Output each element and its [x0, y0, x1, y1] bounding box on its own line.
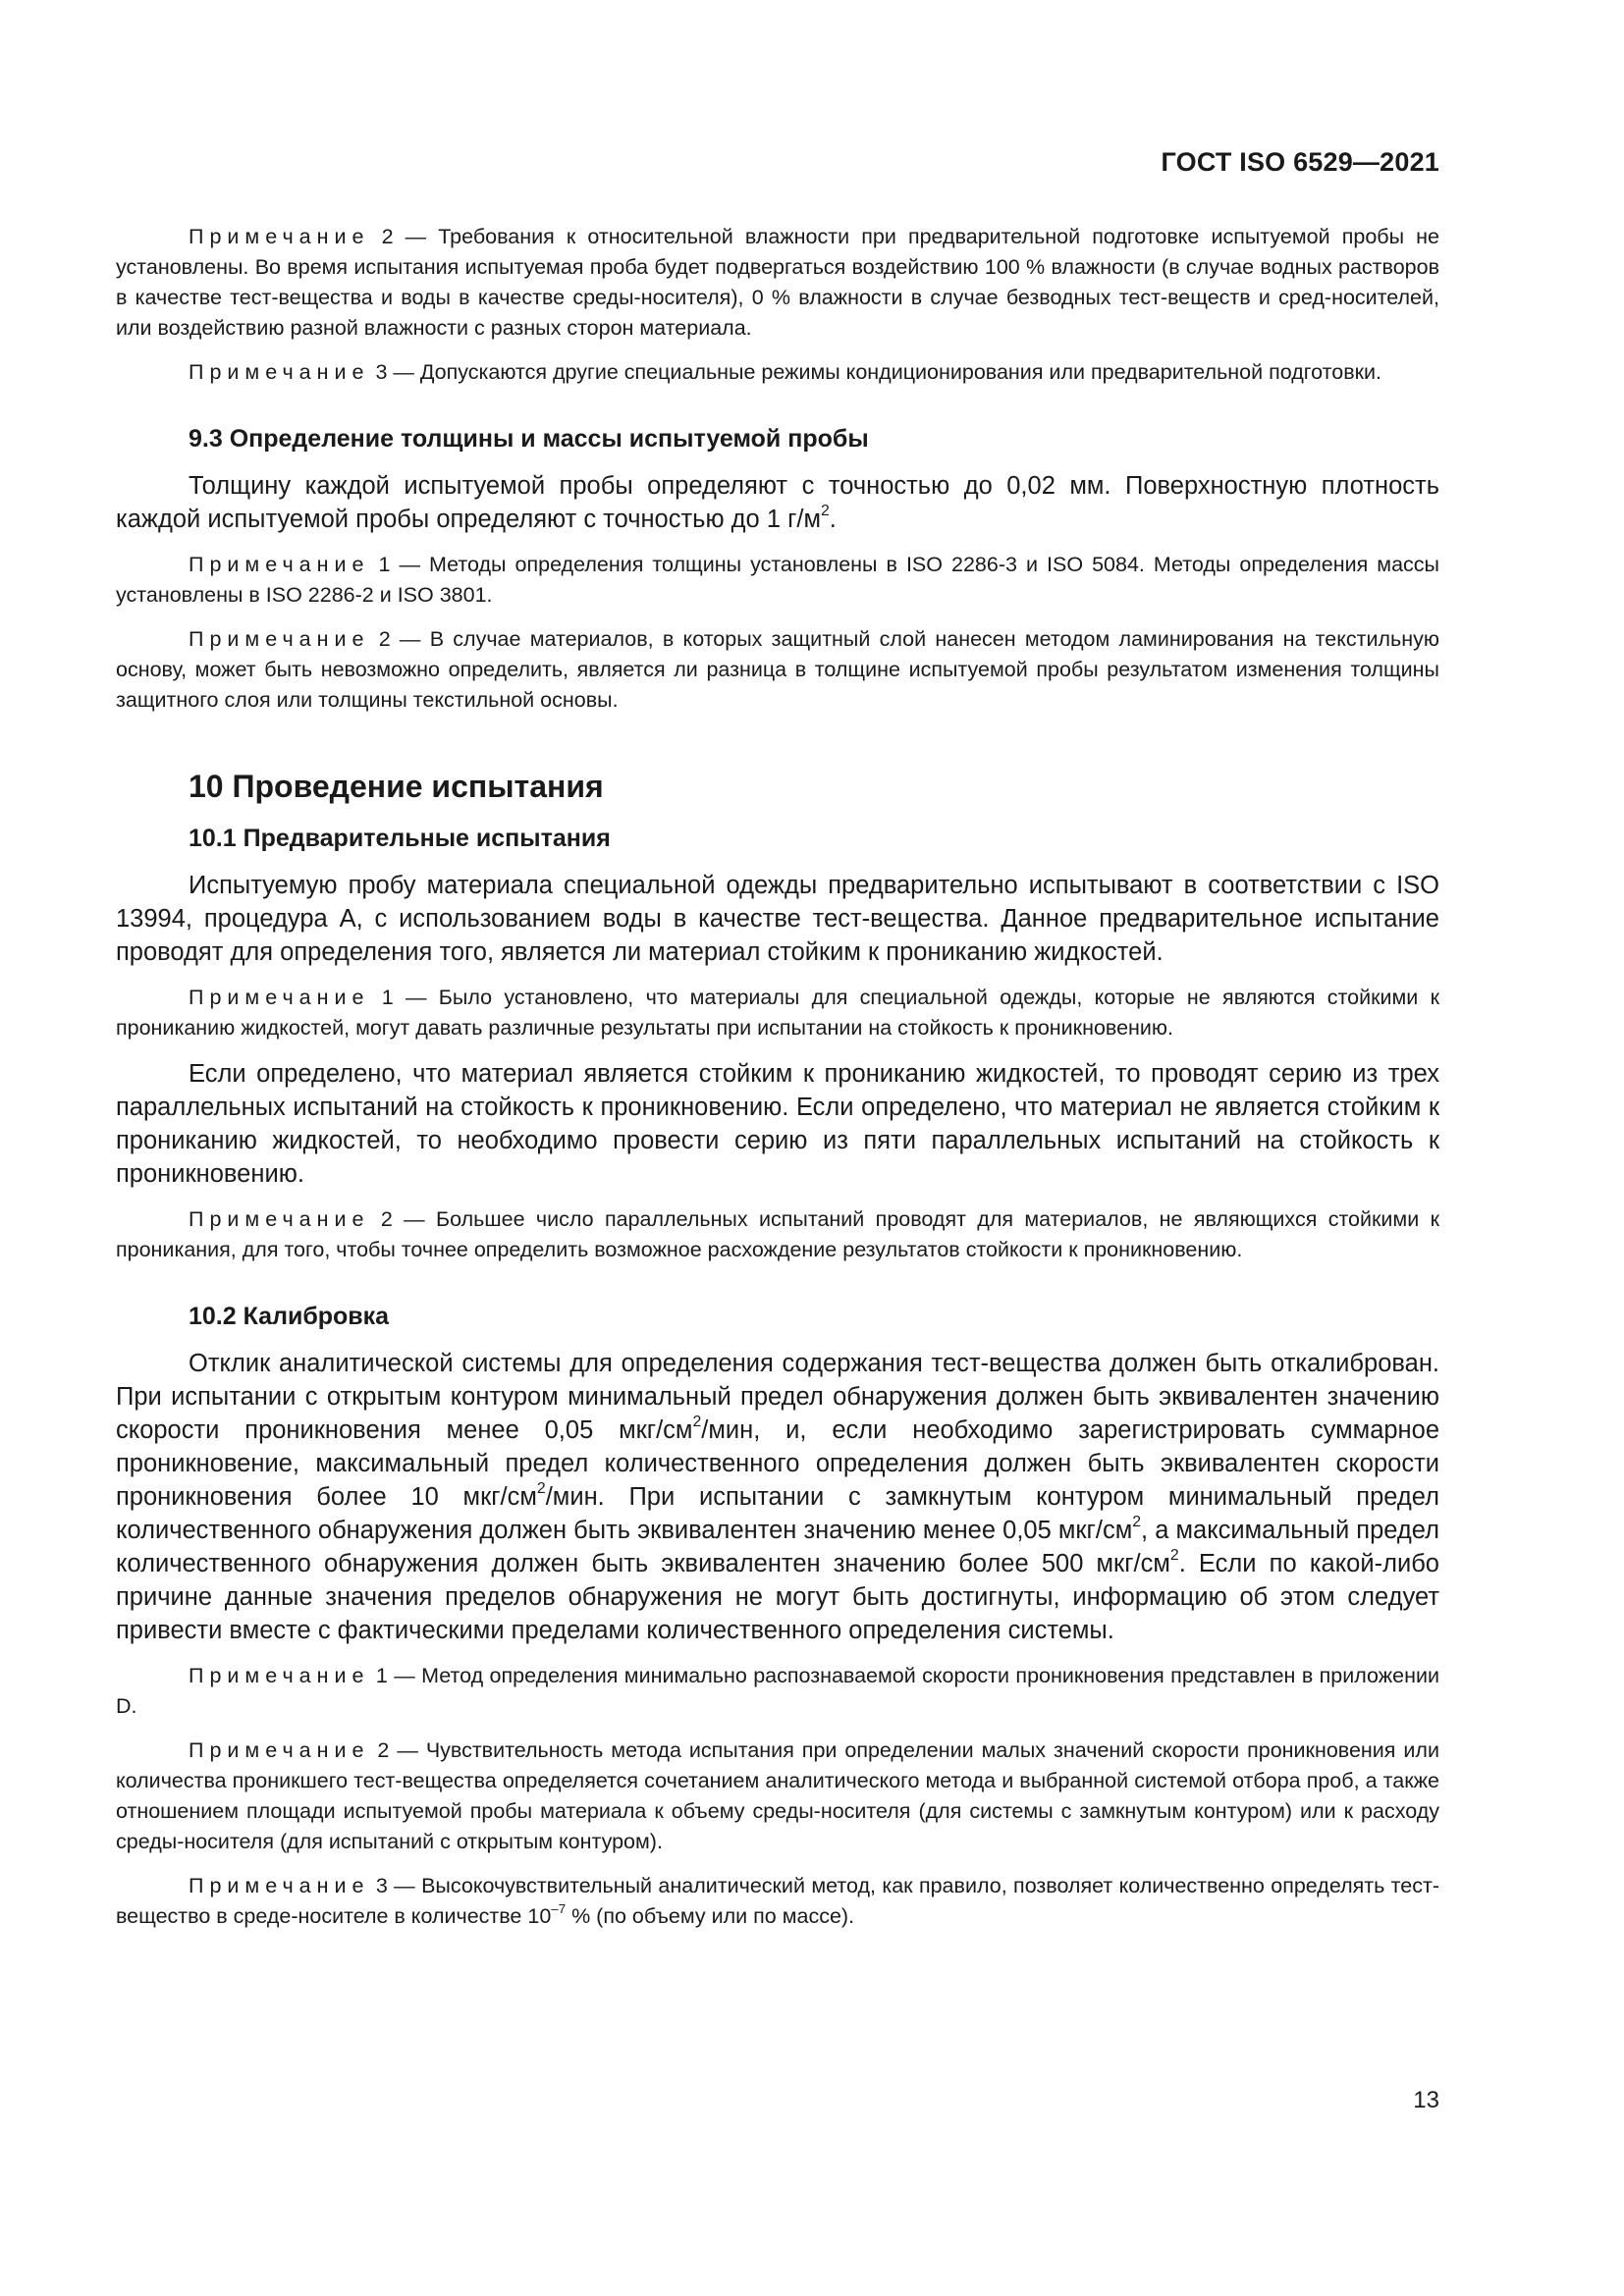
note-pretest-1 — [116, 983, 1439, 1043]
note-label: Примечание — [189, 225, 370, 248]
note-label: Примечание — [189, 1664, 370, 1687]
superscript: 2 — [692, 1414, 702, 1431]
standard-id-header: ГОСТ ISO 6529—2021 — [1161, 147, 1439, 177]
page-number: 13 — [1413, 2087, 1439, 2113]
paragraph-text: /мин, и, если необходимо зарегистрировать суммарное проникновение, максимальный предел количественного определения должен быть эквивалентен скорости проникновения более 10 мкг/см — [116, 1416, 1439, 1511]
note-label: Примечание — [189, 553, 370, 576]
note-text: Высокочувствительный аналитический метод, как правило, позволяет количественно определять тест-вещество в среде-носителе в количестве 10 — [116, 1874, 1440, 1928]
note-text: Большее число параллельных испытаний проводят для материалов, не являющихся стойкими к проникания, для того, чтобы точнее определить возможное расхождение результатов стойкости к проникновению. — [116, 1207, 1439, 1261]
note-label: Примечание — [189, 1738, 370, 1762]
superscript: 2 — [1169, 1547, 1179, 1565]
note-text: % (по объему или по массе). — [566, 1904, 855, 1928]
subsection-title-9-3: 9.3 Определение толщины и массы испытуемой пробы — [189, 425, 869, 453]
page-content — [116, 222, 1439, 1946]
note-laminated — [116, 624, 1439, 716]
note-label: Примечание — [189, 1874, 370, 1897]
paragraph-calibration — [116, 1347, 1439, 1647]
note-number: 2 — — [380, 1207, 425, 1231]
note-text: Допускаются другие специальные режимы кондиционирования или предварительной подготовки. — [419, 360, 1382, 384]
paragraph-text: . — [829, 506, 837, 533]
paragraph-text: /мин. При испытании с замкнутым контуром минимальный предел количественного обнаружения должен быть эквивалентен значению менее 0,05 мкг/см — [116, 1483, 1439, 1544]
superscript: 2 — [536, 1480, 546, 1498]
note-calibration-2 — [116, 1735, 1439, 1857]
note-number: 2 — — [378, 627, 421, 651]
note-text: В случае материалов, в которых защитный слой нанесен методом ламинирования на текстильную основу, может быть невозможно определить, является ли разница в толщине испытуемой пробы результатом изменения толщины защитного слоя или толщины текстильной основы. — [116, 627, 1439, 712]
note-text: Методы определения толщины установлены в ISO 2286-3 и ISO 5084. Методы определения массы установлены в ISO 2286-2 и ISO 3801. — [116, 553, 1439, 607]
section-title-10: 10 Проведение испытания — [189, 769, 604, 804]
note-number: 1 — — [378, 553, 420, 576]
paragraph-text: . Если по какой-либо причине данные значения пределов обнаружения не могут быть достигнуты, информацию об этом следует привести вместе с фактическими пределами количественного определения системы. — [116, 1550, 1439, 1644]
note-text: Требования к относительной влажности при предварительной подготовке испытуемой пробы не установлены. Во время испытания испытуемая проба будет подвергаться воздействию 100 % влажности (в случае водных растворов в качестве тест-вещества и воды в качестве среды-носителя), 0 % влажности в случае безводных тест-веществ и сред-носителей, или воздействию разной влажности с разных сторон материала. — [116, 225, 1439, 340]
note-label: Примечание — [189, 360, 370, 384]
note-number: 2 — — [377, 1738, 418, 1762]
note-label: Примечание — [189, 627, 370, 651]
note-calibration-3 — [116, 1871, 1439, 1932]
note-number: 2 — — [381, 225, 427, 248]
subsection-title-10-2: 10.2 Калибровка — [189, 1303, 390, 1330]
paragraph-text: Толщину каждой испытуемой пробы определяют с точностью до 0,02 мм. Поверхностную плотность каждой испытуемой пробы определяют с точностью до 1 г/м — [116, 472, 1439, 533]
note-text: Чувствительность метода испытания при определении малых значений скорости проникновения или количества проникшего тест-вещества определяется сочетанием аналитического метода и выбранной системой отбора проб, а также отношением площади испытуемой пробы материала к объему среды-носителя (для системы с замкнутым контуром) или к расходу среды-носителя (для испытаний с открытым контуром). — [116, 1738, 1439, 1853]
superscript: –7 — [551, 1900, 567, 1916]
paragraph-pretest: Испытуемую пробу материала специальной одежды предварительно испытывают в соответствии с ISO 13994, процедура A, с использованием воды в качестве тест-вещества. Данное предварительное испытание проводят для определения того, является ли материал стойким к прониканию жидкостей. — [116, 872, 1439, 966]
subsection-title-10-1: 10.1 Предварительные испытания — [189, 825, 611, 852]
note-number: 1 — — [381, 986, 427, 1009]
paragraph-text: Отклик аналитической системы для определения содержания тест-вещества должен быть откалиброван. При испытании с открытым контуром минимальный предел обнаружения должен быть эквивалентен значению скорости проникновения менее 0,05 мкг/см — [116, 1350, 1439, 1444]
note-label: Примечание — [189, 1207, 370, 1231]
note-calibration-1 — [116, 1661, 1439, 1722]
paragraph-thickness — [116, 469, 1439, 536]
note-humidity — [116, 222, 1439, 344]
paragraph-series: Если определено, что материал является стойким к прониканию жидкостей, то проводят серию из трех параллельных испытаний на стойкость к проникновению. Если определено, что материал не является стойким к прониканию жидкостей, то необходимо провести серию из пяти параллельных испытаний на стойкость к проникновению. — [116, 1060, 1439, 1188]
note-number: 3 — — [375, 360, 414, 384]
note-number: 3 — — [375, 1874, 415, 1897]
note-pretest-2 — [116, 1204, 1439, 1265]
superscript: 2 — [1132, 1514, 1142, 1531]
paragraph-text: , а максимальный предел количественного обнаружения должен быть эквивалентен значению более 500 мкг/см — [116, 1517, 1439, 1577]
superscript: 2 — [821, 503, 830, 520]
note-number: 1 — — [375, 1664, 415, 1687]
note-text: Метод определения минимально распознаваемой скорости проникновения представлен в приложении D. — [116, 1664, 1439, 1718]
note-methods — [116, 550, 1439, 611]
note-label: Примечание — [189, 986, 370, 1009]
note-text: Было установлено, что материалы для специальной одежды, которые не являются стойкими к прониканию жидкостей, могут давать различные результаты при испытании на стойкость к проникновению. — [116, 986, 1439, 1040]
note-conditioning — [116, 357, 1439, 388]
